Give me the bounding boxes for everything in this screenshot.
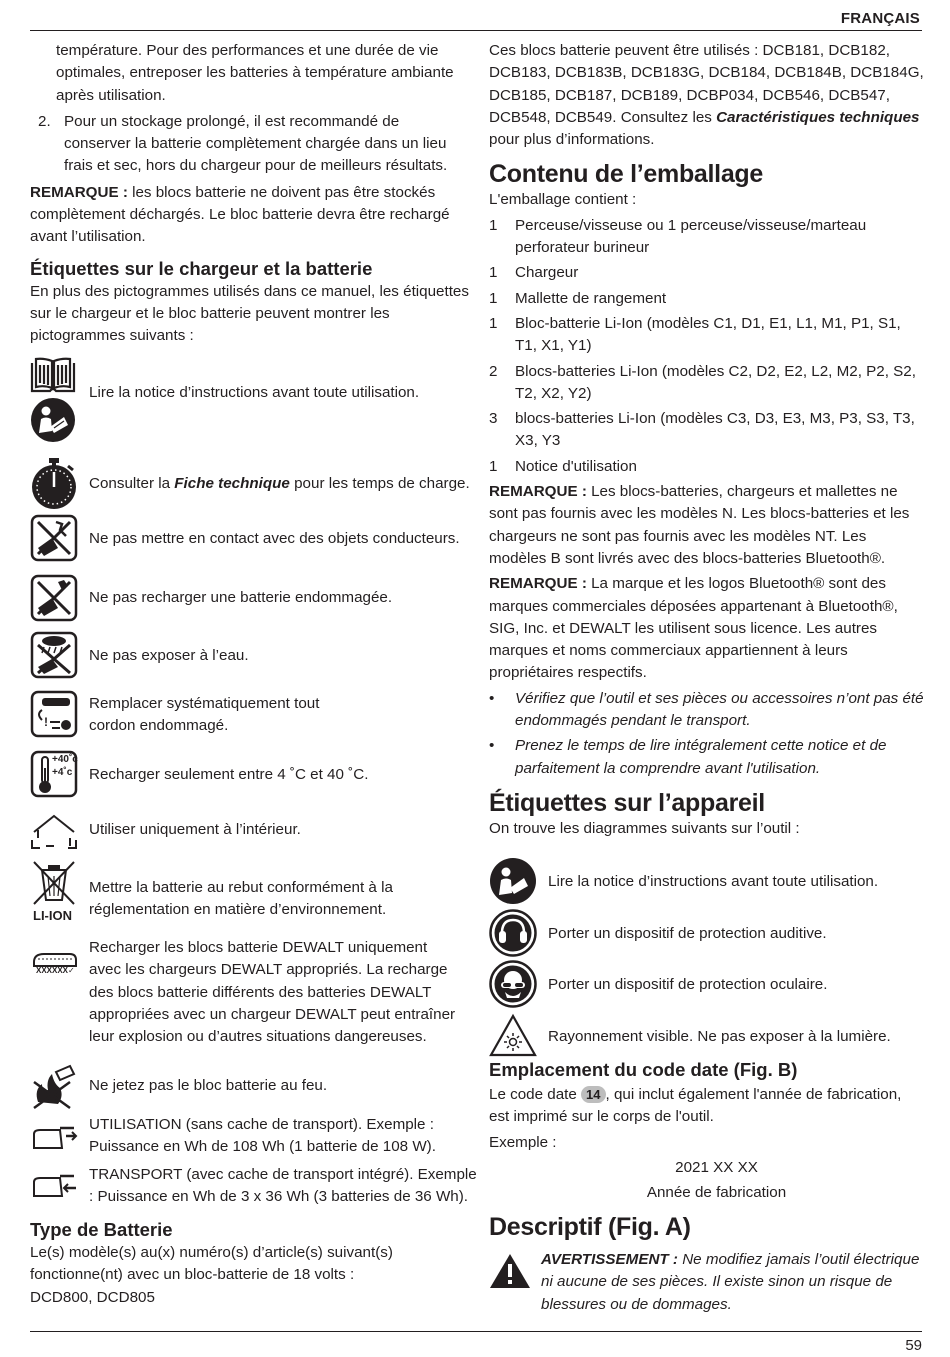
tool-eye-text: Porter un dispositif de protection oculaire. (548, 976, 828, 993)
note-2-text: La marque et les logos Bluetooth® sont des marques commerciales déposées appartenant à Bluetooth®, SIG, Inc. et DEWALT les utilisent sous licence. Les autres marques et noms commerciaux appartiennent à leurs propriétaires respectifs. (489, 575, 898, 682)
picto-temp-text: Recharger seulement entre 4 ˚C et 40 ˚C. (89, 766, 369, 783)
storage-item-2 (30, 111, 470, 178)
bullet-text: Prenez le temps de lire intégralement cette notice et de parfaitement la comprendre avant l'utilisation. (515, 737, 887, 777)
left-column (30, 40, 470, 348)
descriptif-heading: Descriptif (Fig. A) (489, 1213, 691, 1242)
date-badge: 14 (581, 1086, 605, 1103)
radiation-warning-icon (489, 1013, 537, 1064)
picto-transport-text (89, 1164, 477, 1209)
picto-replace-cord-text (89, 693, 319, 738)
date-pre: Le code date (489, 1086, 582, 1103)
packs-post: pour plus d’informations. (489, 131, 655, 149)
contents-item (489, 408, 924, 453)
storage-item-2-text: Pour un stockage prolongé, il est recommandé de conserver la batterie complètement chargée dans un lieu frais et sec, hors du chargeur pour de meilleurs résultats. (64, 112, 448, 175)
picto-use-text (89, 1114, 436, 1159)
charger-code-label: XXXXXX✓ (36, 966, 75, 975)
date-post: , qui inclut également l'année de fabrication, est imprimé sur le corps de l'outil. (489, 1086, 902, 1126)
indoor-house-icon (30, 812, 78, 857)
date-heading: Emplacement du code date (Fig. B) (489, 1059, 798, 1080)
labels-heading: Étiquettes sur le chargeur et la batterie (30, 257, 373, 279)
picto-read-manual-text: Lire la notice d’instructions avant toute utilisation. (89, 384, 420, 401)
contents-list (489, 215, 924, 478)
tech-sheet-bold: Fiche technique (174, 475, 290, 492)
transport-line-2: : Puissance en Wh de 3 x 36 Wh (3 batteries de 36 Wh). (89, 1188, 469, 1206)
no-conductive-icon (30, 514, 78, 569)
warning-body: Ne modifiez jamais l’outil électrique ni aucune de ses pièces. Il existe sinon un risque de blessures ou de dommages. (541, 1251, 920, 1313)
svg-text:!: ! (44, 715, 48, 729)
contents-intro: L'emballage contient : (489, 191, 637, 209)
temp-low-label: +4˚c (52, 767, 73, 778)
picto-no-water-text: Ne pas exposer à l’eau. (89, 647, 249, 664)
tool-read-text: Lire la notice d’instructions avant toute utilisation. (548, 873, 879, 890)
storage-continuation: température. Pour des performances et une durée de vie optimales, entreposer les batteries à température ambiante après utilisation. (56, 42, 454, 104)
book-icon (30, 357, 76, 402)
battery-type-section (30, 1218, 470, 1309)
note-1-text: Les blocs-batteries, chargeurs et mallettes ne sont pas fournis avec les modèles N. Les blocs-batteries et les chargeurs ne sont pas fournis avec les modèles NT. Les modèles B sont livrés avec des blocs-batteries Bluetooth®. (489, 483, 910, 567)
use-line-2: Puissance en Wh de 108 Wh (1 batterie de 108 W). (89, 1138, 436, 1156)
picto-tech-sheet-text (89, 473, 470, 495)
contents-desc: Blocs-batteries Li-Ion (modèles C2, D2, E2, L2, M2, P2, S2, T2, X2, Y2) (515, 362, 916, 402)
liion-label: LI-ION (33, 908, 72, 923)
picto-no-fire-text: Ne jetez pas le bloc batterie au feu. (89, 1077, 328, 1094)
picto-dewalt-chargers-text: Recharger les blocs batterie DEWALT uniquement avec les chargeurs DEWALT appropriés. La recharge des blocs batterie différents des batteries DEWALT appropriées avec un chargeur DEWALT peut entraîner leur explosion ou d’autres situations dangereuses. (89, 939, 456, 1046)
contents-qty: 1 (489, 314, 498, 332)
contents-item (489, 262, 924, 284)
tool-labels-intro: On trouve les diagrammes suivants sur l’outil : (489, 819, 800, 837)
contents-qty: 2 (489, 362, 498, 380)
temperature-range-labels (52, 754, 78, 778)
contents-qty: 1 (489, 457, 498, 475)
contents-item (489, 361, 924, 406)
warning-label: AVERTISSEMENT : (541, 1251, 678, 1268)
bullet-item (489, 735, 924, 780)
picto-no-conductive-text: Ne pas mettre en contact avec des objets conducteurs. (89, 530, 460, 547)
no-damaged-battery-icon (30, 574, 78, 629)
ear-protection-icon (489, 909, 537, 964)
contents-desc: Mallette de rangement (515, 289, 667, 307)
bullet-symbol: • (489, 737, 495, 755)
contents-item (489, 313, 924, 358)
eye-protection-icon (489, 960, 537, 1015)
battery-packs-text (489, 40, 924, 151)
damaged-cord-icon (30, 690, 78, 745)
contents-desc: Notice d'utilisation (515, 457, 637, 475)
tool-radiation-text: Rayonnement visible. Ne pas exposer à la lumière. (548, 1028, 891, 1045)
contents-qty: 1 (489, 289, 498, 307)
contents-desc: Chargeur (515, 264, 579, 282)
crossed-bin-icon (30, 860, 78, 913)
header-rule (30, 30, 922, 31)
date-code-section (489, 1058, 924, 1242)
note-1 (489, 481, 924, 570)
storage-item-2-number: 2. (38, 112, 51, 130)
contents-item (489, 456, 924, 478)
picto-indoor-text: Utiliser uniquement à l’intérieur. (89, 821, 301, 838)
stopwatch-icon (30, 458, 78, 517)
replace-cord-line-1: Remplacer systématiquement tout (89, 695, 320, 712)
contents-qty: 3 (489, 410, 498, 428)
bullet-item (489, 688, 924, 733)
warning-text (541, 1249, 924, 1316)
contents-qty: 1 (489, 264, 498, 282)
note-label: REMARQUE : (30, 183, 128, 201)
warning-icon (489, 1253, 531, 1296)
contents-desc: Perceuse/visseuse ou 1 perceuse/visseuse/marteau perforateur burineur (515, 216, 867, 257)
dispose-line-1: Mettre la batterie au rebut conformément à la (89, 879, 393, 896)
note-2 (489, 573, 924, 684)
tool-read-manual-icon (489, 857, 537, 912)
example-caption: Année de fabrication (646, 1184, 787, 1202)
contents-qty: 1 (489, 216, 498, 234)
picto-no-damaged-text: Ne pas recharger une batterie endommagée. (89, 589, 393, 606)
no-water-icon (30, 631, 78, 686)
header-language: FRANÇAIS (840, 10, 920, 27)
bullet-text: Vérifiez que l’outil et ses pièces ou accessoires n’ont pas été endommagés pendant le transport. (515, 689, 924, 730)
transport-battery-icon (30, 1170, 78, 1207)
contents-item (489, 215, 924, 260)
contents-desc: Bloc-batterie Li-Ion (modèles C1, D1, E1, L1, M1, P1, S1, T1, X1, Y1) (515, 314, 901, 355)
contents-item (489, 288, 924, 310)
note-2-label: REMARQUE : (489, 575, 587, 593)
note-1-label: REMARQUE : (489, 483, 587, 501)
replace-cord-line-2: cordon endommagé. (89, 717, 229, 735)
use-line-1: UTILISATION (sans cache de transport). Exemple : (89, 1116, 434, 1133)
example-label: Exemple : (489, 1133, 557, 1151)
transport-line-1: TRANSPORT (avec cache de transport intégré). Exemple (89, 1166, 477, 1183)
battery-type-text: Le(s) modèle(s) au(x) numéro(s) d’article(s) suivant(s) fonctionne(nt) avec un bloc-batterie de 18 volts : DCD800, DCD805 (30, 1244, 393, 1306)
contents-desc: blocs-batteries Li-Ion (modèles C3, D3, E3, M3, P3, S3, T3, X3, Y3 (515, 410, 915, 450)
packs-bold: Caractéristiques techniques (716, 108, 920, 126)
labels-intro: En plus des pictogrammes utilisés dans ce manuel, les étiquettes sur le chargeur et le bloc batterie peuvent montrer les pictogrammes suivants : (30, 282, 469, 345)
no-fire-icon (30, 1062, 76, 1117)
packs-pre: Ces blocs batterie peuvent être utilisés : DCB181, DCB182, DCB183, DCB183B, DCB183G, DCB184, DCB184B, DCB184G, DCB185, DCB187, DCB189, DCBP034, DCB546, DCB547, DCB548, DCB549. Consultez les (489, 42, 924, 126)
tool-labels-heading: Étiquettes sur l’appareil (489, 788, 765, 817)
right-column (489, 40, 924, 840)
temp-high-label: +40˚c (52, 754, 78, 765)
picto-dispose-text (89, 877, 393, 922)
tool-ear-text: Porter un dispositif de protection auditive. (548, 925, 827, 942)
read-manual-icon (30, 397, 76, 450)
bullet-symbol: • (489, 689, 495, 707)
tech-sheet-pre: Consulter la (89, 475, 175, 492)
storage-note (30, 182, 470, 249)
bullet-list (489, 688, 924, 780)
battery-type-heading: Type de Batterie (30, 1219, 173, 1240)
note-text: les blocs batterie ne doivent pas être stockés complètement déchargés. Le bloc batterie devra être rechargé avant l’utilisation. (30, 183, 450, 246)
tech-sheet-post: pour les temps de charge. (289, 475, 470, 492)
date-text (489, 1084, 924, 1129)
contents-heading: Contenu de l’emballage (489, 160, 764, 189)
example-code: 2021 XX XX (675, 1158, 758, 1176)
footer-rule (30, 1331, 922, 1332)
page-number: 59 (905, 1337, 922, 1354)
use-battery-icon (30, 1122, 78, 1159)
dispose-line-2: réglementation en matière d’environnement. (89, 901, 387, 919)
